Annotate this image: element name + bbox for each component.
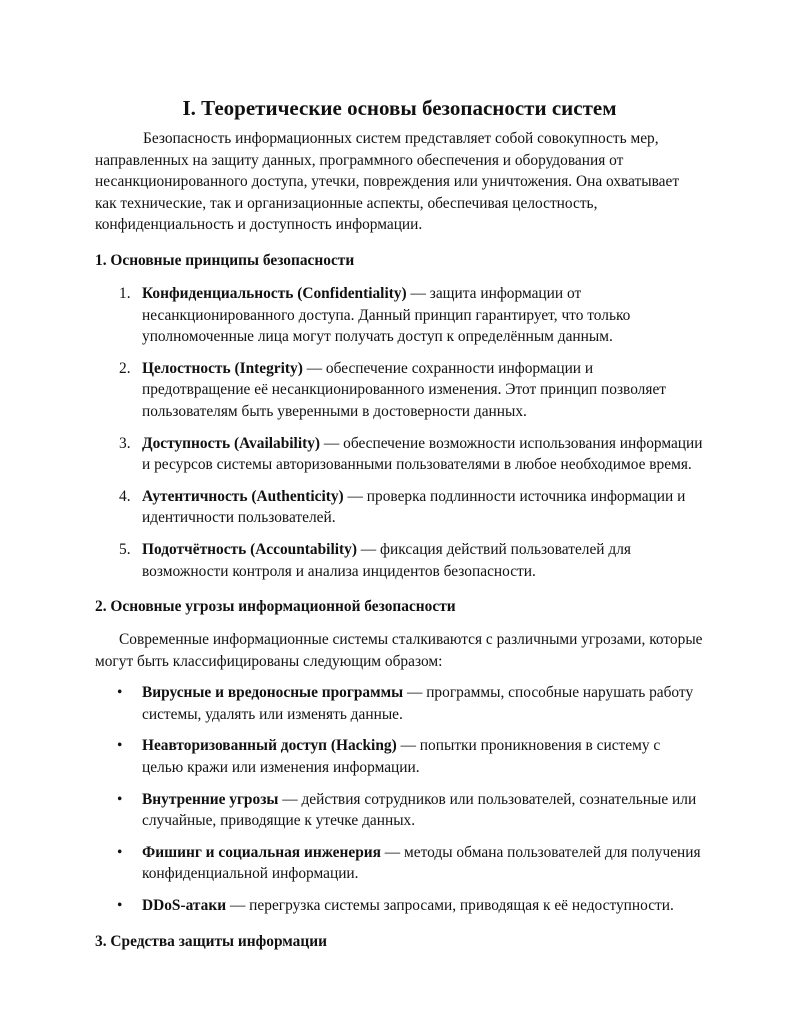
list-item (95, 789, 704, 832)
list-number: 1. (119, 284, 131, 302)
list-item-term: Конфиденциальность (Confidentiality) (142, 284, 407, 302)
list-item-text: — действия сотрудников или пользователей, сознательные или случайные, приводящие к утечке данных. (142, 790, 697, 830)
list-item-term: Аутентичность (Authenticity) (142, 487, 344, 505)
bullet-icon: • (117, 843, 123, 861)
list-item-term: Внутренние угрозы (142, 790, 279, 808)
bullet-icon: • (117, 790, 123, 808)
list-item (95, 486, 704, 529)
list-number: 2. (119, 359, 131, 377)
list-item (95, 433, 704, 476)
list-item (95, 682, 704, 725)
list-item-term: Вирусные и вредоносные программы (142, 684, 404, 702)
section-heading-protection: 3. Средства защиты информации (95, 932, 327, 950)
bullet-icon: • (117, 684, 123, 702)
list-number: 5. (119, 540, 131, 558)
list-item (95, 539, 704, 582)
list-item-text: — обеспечение сохранности информации и предотвращение её несанкционированного изменения. Этот принцип позволяет пользователям быть уверенными в достоверности данных. (142, 359, 667, 420)
list-item-term: Фишинг и социальная инженерия (142, 843, 381, 861)
list-item-text: — обеспечение возможности использования информации и ресурсов системы авторизованными пользователями в любое необходимое время. (142, 434, 703, 474)
page-title: I. Теоретические основы безопасности систем (182, 96, 617, 120)
threats-intro-paragraph: Современные информационные системы сталкиваются с различными угрозами, которые могут быть классифицированы следующим образом: (95, 631, 703, 670)
list-number: 3. (119, 434, 131, 452)
section-heading-principles: 1. Основные принципы безопасности (95, 251, 355, 269)
list-item-term: DDoS-атаки (142, 897, 227, 915)
list-item (95, 895, 704, 917)
list-item (95, 283, 704, 348)
threats-list (95, 682, 704, 916)
bullet-icon: • (117, 897, 123, 915)
list-item-term: Целостность (Integrity) (142, 359, 303, 377)
list-item (95, 358, 704, 423)
bullet-icon: • (117, 737, 123, 755)
intro-paragraph: Безопасность информационных систем представляет собой совокупность мер, направленных на защиту данных, программного обеспечения и оборудования от несанкционированного доступа, утечки, повреждения или уничтожения. Она охватывает как технические, так и организационные аспекты, обеспечивая целостность, конфиденциальность и доступность информации. (95, 130, 680, 234)
list-item-term: Доступность (Availability) (142, 434, 321, 452)
section-heading-threats: 2. Основные угрозы информационной безопасности (95, 598, 456, 616)
list-item-text: — защита информации от несанкционированного доступа. Данный принцип гарантирует, что только уполномоченные лица могут получать доступ к определённым данным. (142, 284, 631, 346)
list-item-text: — программы, способные нарушать работу системы, удалять или изменять данные. (142, 684, 694, 723)
list-item-text: — фиксация действий пользователей для возможности контроля и анализа инцидентов безопасности. (142, 540, 631, 580)
list-item (95, 842, 704, 885)
list-item-term: Подотчётность (Accountability) (142, 540, 357, 558)
list-item-term: Неавторизованный доступ (Hacking) (142, 737, 397, 755)
list-item (95, 735, 704, 778)
list-item-text: — проверка подлинности источника информации и идентичности пользователей. (142, 487, 686, 527)
principles-list (95, 283, 704, 582)
list-item-text: — перегрузка системы запросами, приводящая к её недоступности. (226, 897, 674, 915)
list-item-text: — методы обмана пользователей для получения конфиденциальной информации. (142, 843, 701, 883)
list-number: 4. (119, 487, 131, 505)
list-item-text: — попытки проникновения в систему с целью кражи или изменения информации. (142, 737, 661, 777)
